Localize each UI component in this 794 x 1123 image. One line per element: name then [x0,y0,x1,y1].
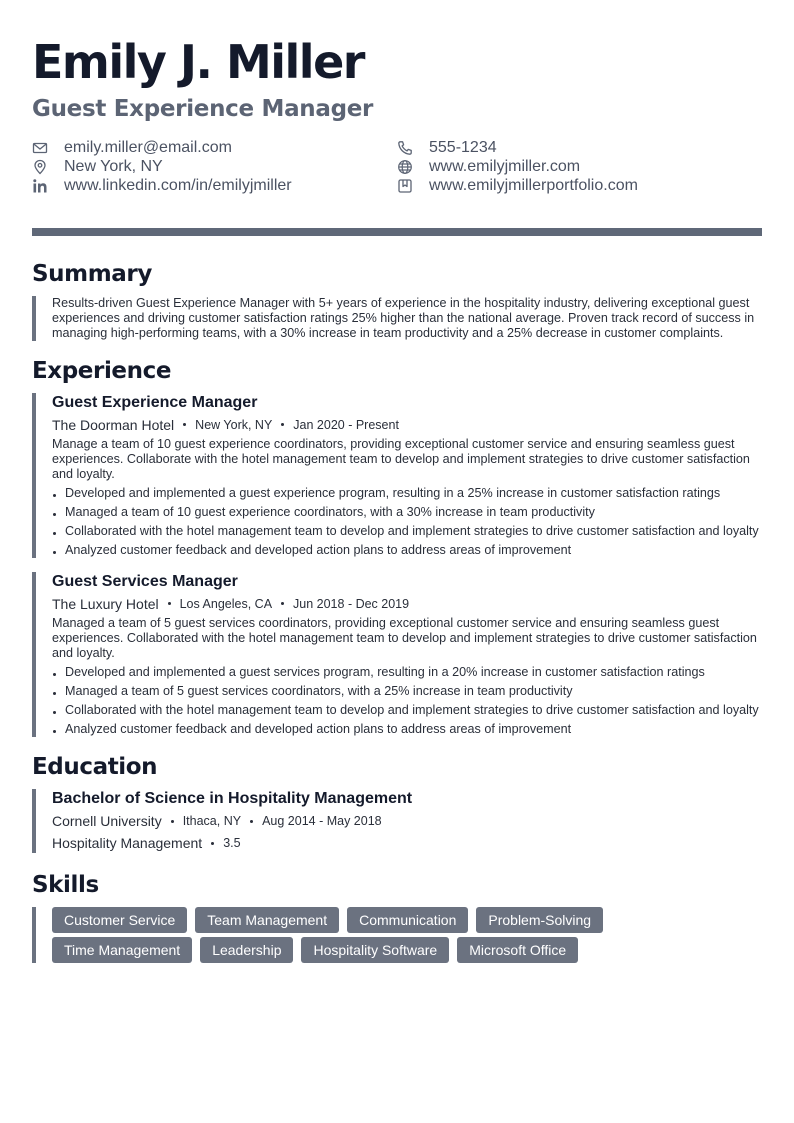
summary-text: Results-driven Guest Experience Manager with 5+ years of experience in the hospitality industry, delivering exceptional guest experiences and driving customer satisfaction ratings 25% higher than the national average. Proven track record of success in managing high-performing teams, with a 30% increase in team productivity and a 25% decrease in customer complaints. [52,295,755,340]
job-bullets [52,486,762,558]
location-icon [32,159,48,175]
education-body [32,789,762,853]
list-item: Developed and implemented a guest services program, resulting in a 20% increase in customer satisfaction ratings [52,665,762,680]
skill-chip: Communication [347,907,468,933]
education-gpa: 3.5 [223,835,241,850]
education-section [32,753,762,853]
contact-list [32,138,762,196]
list-item: Collaborated with the hotel management team to develop and implement strategies to drive customer satisfaction and loyalty [52,703,762,718]
contact-email-text: emily.miller@email.com [64,138,232,156]
education-dates: Aug 2014 - May 2018 [262,813,382,828]
experience-section [32,357,762,737]
skill-chip-list [52,907,712,963]
separator-dot [211,842,214,845]
list-item: Collaborated with the hotel management team to develop and implement strategies to drive customer satisfaction and loyalty [52,524,762,539]
skill-chip: Time Management [52,937,192,963]
job-dates: Jun 2018 - Dec 2019 [293,596,410,611]
list-item: Managed a team of 10 guest experience coordinators, with a 30% increase in team productivity [52,505,762,520]
skill-chip: Team Management [195,907,339,933]
summary-body [32,296,762,341]
job-entry [32,572,762,737]
candidate-name: Emily J. Miller [32,35,364,89]
contact-phone-text: 555-1234 [429,138,497,156]
skill-chip: Hospitality Software [301,937,449,963]
separator-dot [281,602,284,605]
job-company: The Doorman Hotel [52,416,175,433]
job-location: Los Angeles, CA [179,596,273,611]
experience-body [32,393,762,737]
contact-linkedin[interactable] [32,177,397,196]
candidate-role: Guest Experience Manager [32,96,374,122]
education-heading: Education [32,753,158,780]
job-location: New York, NY [195,417,273,432]
contact-location [32,157,397,176]
job-bullets [52,665,762,737]
separator-dot [168,602,171,605]
contact-portfolio-text: www.emilyjmillerportfolio.com [429,177,638,195]
resume-page [32,36,762,963]
summary-section [32,260,762,341]
summary-heading: Summary [32,260,152,287]
job-title: Guest Services Manager [52,572,238,590]
job-description: Managed a team of 5 guest services coordinators, providing exceptional customer service and ensuring seamless guest experiences. Collaborated with the hotel management team to develop and implement strategies to drive customer satisfaction and loyalty. [52,615,757,660]
contact-linkedin-text: www.linkedin.com/in/emilyjmiller [64,177,292,195]
skill-chip: Customer Service [52,907,187,933]
list-item: Analyzed customer feedback and developed action plans to address areas of improvement [52,543,762,558]
job-meta [52,416,762,434]
contact-phone[interactable] [397,138,762,157]
education-meta [52,812,762,831]
list-item: Managed a team of 5 guest services coordinators, with a 25% increase in team productivity [52,684,762,699]
experience-heading: Experience [32,357,172,384]
contact-email[interactable] [32,138,397,157]
separator-dot [250,820,253,823]
skills-heading: Skills [32,871,99,898]
skill-chip: Microsoft Office [457,937,578,963]
phone-icon [397,140,413,156]
skill-chip: Leadership [200,937,293,963]
contact-website-text: www.emilyjmiller.com [429,157,581,175]
skills-body [32,907,762,963]
separator-dot [171,820,174,823]
degree-title: Bachelor of Science in Hospitality Management [52,789,413,807]
education-field-line [52,834,762,853]
job-dates: Jan 2020 - Present [293,417,399,432]
contact-website[interactable] [397,157,762,176]
education-field: Hospitality Management [52,834,203,851]
job-meta [52,595,762,613]
separator-dot [281,423,284,426]
separator-dot [183,423,186,426]
school-name: Cornell University [52,812,162,829]
portfolio-icon [397,178,413,194]
contact-portfolio[interactable] [397,177,762,196]
list-item: Analyzed customer feedback and developed action plans to address areas of improvement [52,722,762,737]
school-location: Ithaca, NY [182,813,242,828]
mail-icon [32,140,48,156]
job-entry [32,393,762,558]
job-description: Manage a team of 10 guest experience coordinators, providing exceptional customer service and ensuring seamless guest experiences. Collaborate with the hotel management team to develop and implement strategies to drive customer satisfaction and loyalty. [52,436,750,481]
job-title: Guest Experience Manager [52,393,258,411]
skills-section [32,871,762,963]
skill-chip: Problem-Solving [476,907,603,933]
linkedin-icon [32,178,48,194]
list-item: Developed and implemented a guest experience program, resulting in a 25% increase in customer satisfaction ratings [52,486,762,501]
globe-icon [397,159,413,175]
header-divider [32,228,762,236]
job-company: The Luxury Hotel [52,595,159,612]
contact-location-text: New York, NY [64,157,163,175]
